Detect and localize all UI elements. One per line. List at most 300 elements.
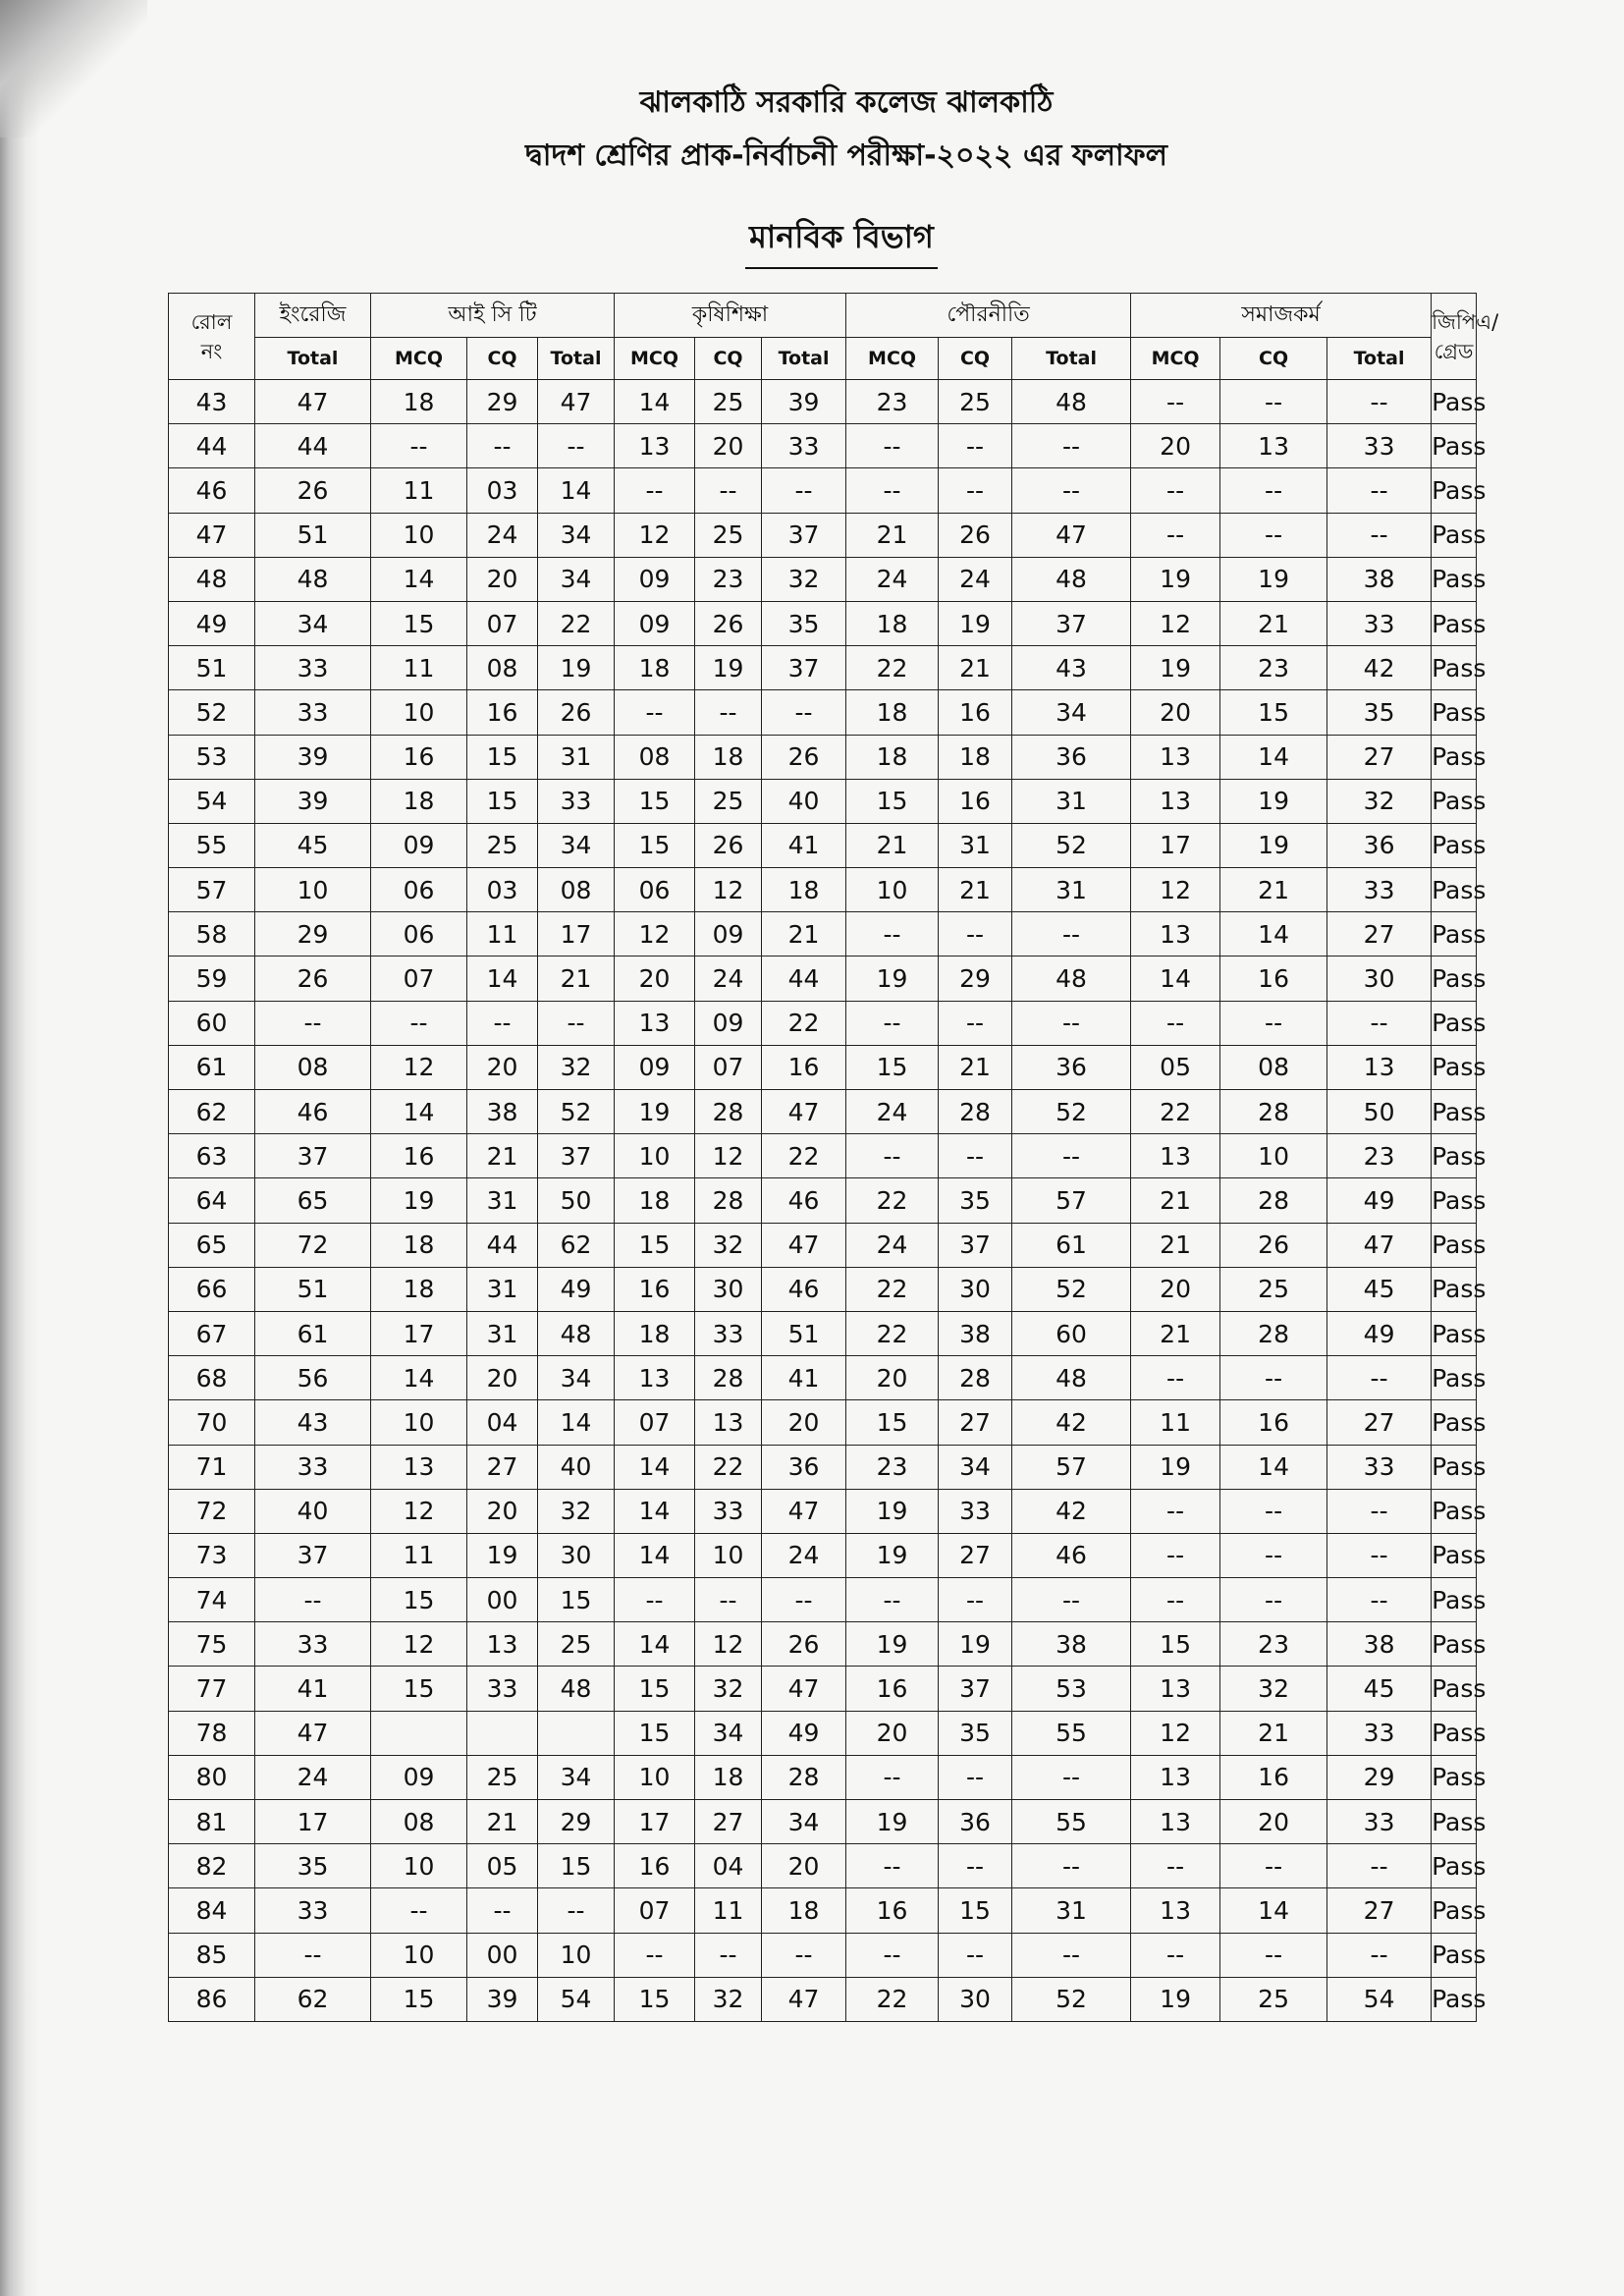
agri-cq-cell: 22 bbox=[695, 1445, 762, 1489]
ict-total-cell: 15 bbox=[538, 1578, 615, 1622]
english-header: ইংরেজি bbox=[255, 294, 371, 338]
agri-cq-cell: 26 bbox=[695, 823, 762, 867]
ict-total-cell: 17 bbox=[538, 912, 615, 957]
civics-mcq-cell: 15 bbox=[846, 1045, 939, 1089]
ict-total-cell: 30 bbox=[538, 1533, 615, 1577]
agri-total-cell: 47 bbox=[762, 1223, 846, 1267]
ict-mcq-cell: 10 bbox=[371, 1933, 467, 1977]
civics-total-cell: -- bbox=[1012, 1001, 1131, 1045]
agri-mcq-cell: 17 bbox=[615, 1800, 695, 1844]
social-total-cell: -- bbox=[1327, 1533, 1432, 1577]
civics-mcq-cell: -- bbox=[846, 1755, 939, 1799]
agri-mcq-cell: 13 bbox=[615, 1001, 695, 1045]
agri-cq-cell: 13 bbox=[695, 1400, 762, 1445]
grade-cell: Pass bbox=[1432, 646, 1477, 690]
table-row bbox=[169, 779, 1477, 823]
english-total-cell: 33 bbox=[255, 1888, 371, 1933]
ict-cq-cell: 44 bbox=[467, 1223, 538, 1267]
english-total-header: Total bbox=[255, 338, 371, 380]
social-total-cell: 29 bbox=[1327, 1755, 1432, 1799]
table-row bbox=[169, 1489, 1477, 1533]
agri-mcq-cell: 15 bbox=[615, 779, 695, 823]
ict-mcq-cell: 12 bbox=[371, 1045, 467, 1089]
agri-cq-cell: 25 bbox=[695, 779, 762, 823]
roll-header-top: রোল bbox=[190, 309, 233, 334]
table-row bbox=[169, 1578, 1477, 1622]
ict-cq-cell: 21 bbox=[467, 1800, 538, 1844]
civics-cq-cell: 28 bbox=[939, 1356, 1012, 1400]
agri-mcq-cell: 20 bbox=[615, 957, 695, 1001]
agri-cq-cell: -- bbox=[695, 468, 762, 513]
table-row bbox=[169, 690, 1477, 735]
gpa-header bbox=[1432, 294, 1499, 380]
ict-mcq-cell: 18 bbox=[371, 1267, 467, 1311]
agri-total-cell: -- bbox=[762, 468, 846, 513]
agri-mcq-cell: 15 bbox=[615, 823, 695, 867]
grade-cell: Pass bbox=[1432, 1445, 1477, 1489]
ict-cq-cell bbox=[467, 1711, 538, 1755]
social-cq-cell: 16 bbox=[1220, 957, 1327, 1001]
agri-mcq-cell: -- bbox=[615, 1578, 695, 1622]
agri-total-cell: 34 bbox=[762, 1800, 846, 1844]
ict-cq-cell: 03 bbox=[467, 468, 538, 513]
civics-cq-cell: -- bbox=[939, 424, 1012, 468]
page-edge-shadow bbox=[0, 0, 39, 2296]
ict-mcq-cell: 14 bbox=[371, 1090, 467, 1134]
ict-mcq-cell bbox=[371, 1711, 467, 1755]
ict-cq-cell: 05 bbox=[467, 1844, 538, 1888]
social-total-cell: 36 bbox=[1327, 823, 1432, 867]
social-cq-cell: -- bbox=[1220, 513, 1327, 557]
civics-mcq-cell: 19 bbox=[846, 1800, 939, 1844]
agri-mcq-cell: 13 bbox=[615, 1356, 695, 1400]
ict-total-cell: 14 bbox=[538, 1400, 615, 1445]
civics-total-cell: 57 bbox=[1012, 1178, 1131, 1223]
ict-mcq-cell: 10 bbox=[371, 1844, 467, 1888]
agri-total-cell: 40 bbox=[762, 779, 846, 823]
ict-mcq-cell: 11 bbox=[371, 468, 467, 513]
civics-total-cell: 31 bbox=[1012, 868, 1131, 912]
grade-cell: Pass bbox=[1432, 1711, 1477, 1755]
ict-cq-cell: 25 bbox=[467, 823, 538, 867]
social-total-cell: 38 bbox=[1327, 1622, 1432, 1667]
agri-mcq-cell: 15 bbox=[615, 1667, 695, 1711]
civics-total-cell: 42 bbox=[1012, 1400, 1131, 1445]
agri-total-cell: 37 bbox=[762, 513, 846, 557]
ict-mcq-cell: 09 bbox=[371, 823, 467, 867]
civics-cq-cell: 38 bbox=[939, 1311, 1012, 1355]
table-row bbox=[169, 735, 1477, 779]
civics-mcq-cell: 22 bbox=[846, 646, 939, 690]
civics-cq-cell: -- bbox=[939, 1001, 1012, 1045]
ict-cq-cell: 33 bbox=[467, 1667, 538, 1711]
social-total-cell: -- bbox=[1327, 1356, 1432, 1400]
english-total-cell: -- bbox=[255, 1933, 371, 1977]
ict-mcq-cell: 14 bbox=[371, 557, 467, 601]
civics-mcq-cell: 19 bbox=[846, 1622, 939, 1667]
social-cq-cell: -- bbox=[1220, 1578, 1327, 1622]
gpa-header-bottom: গ্রেড bbox=[1434, 339, 1474, 363]
civics-cq-cell: -- bbox=[939, 1844, 1012, 1888]
agri-total-cell: 47 bbox=[762, 1489, 846, 1533]
ict-cq-cell: 14 bbox=[467, 957, 538, 1001]
ict-cq-cell: 15 bbox=[467, 779, 538, 823]
social-header: সমাজকর্ম bbox=[1131, 294, 1432, 338]
ict-cq-cell: 24 bbox=[467, 513, 538, 557]
civics-total-cell: 34 bbox=[1012, 690, 1131, 735]
grade-cell: Pass bbox=[1432, 779, 1477, 823]
social-cq-cell: 15 bbox=[1220, 690, 1327, 735]
agri-cq-cell: -- bbox=[695, 690, 762, 735]
social-mcq-cell: 14 bbox=[1131, 957, 1220, 1001]
ict-total-cell: 34 bbox=[538, 1755, 615, 1799]
english-total-cell: 45 bbox=[255, 823, 371, 867]
social-mcq-cell: 12 bbox=[1131, 601, 1220, 645]
civics-mcq-cell: 16 bbox=[846, 1667, 939, 1711]
roll-cell: 73 bbox=[169, 1533, 255, 1577]
table-row bbox=[169, 868, 1477, 912]
english-total-cell: 61 bbox=[255, 1311, 371, 1355]
ict-cq-cell: 31 bbox=[467, 1178, 538, 1223]
agri-cq-cell: 32 bbox=[695, 1223, 762, 1267]
civics-total-cell: 38 bbox=[1012, 1622, 1131, 1667]
social-mcq-cell: 13 bbox=[1131, 779, 1220, 823]
english-total-cell: 10 bbox=[255, 868, 371, 912]
agri-cq-cell: 34 bbox=[695, 1711, 762, 1755]
social-cq-cell: 13 bbox=[1220, 424, 1327, 468]
agri-total-cell: 33 bbox=[762, 424, 846, 468]
grade-cell: Pass bbox=[1432, 1844, 1477, 1888]
civics-cq-cell: 37 bbox=[939, 1223, 1012, 1267]
ict-total-cell: 48 bbox=[538, 1667, 615, 1711]
english-total-cell: 37 bbox=[255, 1533, 371, 1577]
social-mcq-cell: 12 bbox=[1131, 1711, 1220, 1755]
table-row bbox=[169, 1533, 1477, 1577]
ict-cq-cell: 15 bbox=[467, 735, 538, 779]
social-cq-cell: 20 bbox=[1220, 1800, 1327, 1844]
civics-cq-cell: 34 bbox=[939, 1445, 1012, 1489]
civics-total-cell: 42 bbox=[1012, 1489, 1131, 1533]
civics-mcq-cell: -- bbox=[846, 1844, 939, 1888]
ict-total-cell: 25 bbox=[538, 1622, 615, 1667]
ict-cq-cell: 00 bbox=[467, 1578, 538, 1622]
agri-cq-cell: 25 bbox=[695, 513, 762, 557]
agri-mcq-cell: 14 bbox=[615, 1489, 695, 1533]
ict-cq-cell: 16 bbox=[467, 690, 538, 735]
agri-total-cell: 46 bbox=[762, 1178, 846, 1223]
social-total-cell: -- bbox=[1327, 1578, 1432, 1622]
table-row bbox=[169, 1977, 1477, 2021]
ict-total-cell: 40 bbox=[538, 1445, 615, 1489]
agri-total-cell: 47 bbox=[762, 1090, 846, 1134]
civics-mcq-cell: 19 bbox=[846, 957, 939, 1001]
agri-mcq-cell: 08 bbox=[615, 735, 695, 779]
english-total-cell: 33 bbox=[255, 1622, 371, 1667]
agri-mcq-cell: 18 bbox=[615, 646, 695, 690]
civics-cq-cell: 26 bbox=[939, 513, 1012, 557]
civics-cq-cell: 19 bbox=[939, 1622, 1012, 1667]
roll-cell: 66 bbox=[169, 1267, 255, 1311]
ict-cq-cell: 20 bbox=[467, 1356, 538, 1400]
agri-cq-cell: 25 bbox=[695, 380, 762, 424]
civics-header: পৌরনীতি bbox=[846, 294, 1131, 338]
agri-total-cell: 35 bbox=[762, 601, 846, 645]
agri-cq-cell: -- bbox=[695, 1578, 762, 1622]
civics-total-cell: 53 bbox=[1012, 1667, 1131, 1711]
ict-mcq-header: MCQ bbox=[371, 338, 467, 380]
table-row bbox=[169, 1711, 1477, 1755]
grade-cell: Pass bbox=[1432, 557, 1477, 601]
civics-total-cell: 43 bbox=[1012, 646, 1131, 690]
agri-mcq-cell: 10 bbox=[615, 1755, 695, 1799]
results-table bbox=[168, 293, 1499, 2022]
grade-cell: Pass bbox=[1432, 735, 1477, 779]
table-row bbox=[169, 1356, 1477, 1400]
agri-total-cell: 36 bbox=[762, 1445, 846, 1489]
agri-total-cell: 21 bbox=[762, 912, 846, 957]
ict-mcq-cell: 15 bbox=[371, 1977, 467, 2021]
agri-mcq-cell: 16 bbox=[615, 1844, 695, 1888]
social-mcq-cell: 20 bbox=[1131, 424, 1220, 468]
english-total-cell: 33 bbox=[255, 690, 371, 735]
ict-cq-cell: 20 bbox=[467, 557, 538, 601]
ict-total-cell: 32 bbox=[538, 1045, 615, 1089]
table-row bbox=[169, 513, 1477, 557]
civics-total-cell: 37 bbox=[1012, 601, 1131, 645]
social-cq-cell: -- bbox=[1220, 1933, 1327, 1977]
civics-total-cell: -- bbox=[1012, 1844, 1131, 1888]
ict-total-cell: 15 bbox=[538, 1844, 615, 1888]
social-mcq-cell: -- bbox=[1131, 1001, 1220, 1045]
roll-cell: 75 bbox=[169, 1622, 255, 1667]
english-total-cell: 51 bbox=[255, 513, 371, 557]
civics-mcq-cell: 16 bbox=[846, 1888, 939, 1933]
civics-mcq-cell: 24 bbox=[846, 557, 939, 601]
civics-mcq-cell: 22 bbox=[846, 1178, 939, 1223]
agri-cq-cell: -- bbox=[695, 1933, 762, 1977]
ict-mcq-cell: 06 bbox=[371, 912, 467, 957]
agri-total-cell: 16 bbox=[762, 1045, 846, 1089]
english-total-cell: 35 bbox=[255, 1844, 371, 1888]
agri-total-cell: -- bbox=[762, 1933, 846, 1977]
ict-total-cell: 49 bbox=[538, 1267, 615, 1311]
civics-cq-cell: 30 bbox=[939, 1977, 1012, 2021]
civics-mcq-cell: 23 bbox=[846, 1445, 939, 1489]
table-row bbox=[169, 1888, 1477, 1933]
civics-mcq-cell: 21 bbox=[846, 513, 939, 557]
roll-cell: 62 bbox=[169, 1090, 255, 1134]
roll-cell: 77 bbox=[169, 1667, 255, 1711]
civics-mcq-cell: 23 bbox=[846, 380, 939, 424]
civics-cq-cell: 31 bbox=[939, 823, 1012, 867]
social-cq-cell: -- bbox=[1220, 380, 1327, 424]
agri-total-cell: -- bbox=[762, 690, 846, 735]
english-total-cell: 37 bbox=[255, 1134, 371, 1178]
roll-cell: 55 bbox=[169, 823, 255, 867]
civics-total-cell: 47 bbox=[1012, 513, 1131, 557]
agri-cq-cell: 12 bbox=[695, 868, 762, 912]
english-total-cell: 08 bbox=[255, 1045, 371, 1089]
ict-cq-cell: 25 bbox=[467, 1755, 538, 1799]
civics-total-cell: 52 bbox=[1012, 1977, 1131, 2021]
civics-mcq-cell: -- bbox=[846, 1134, 939, 1178]
social-cq-cell: 32 bbox=[1220, 1667, 1327, 1711]
ict-cq-header: CQ bbox=[467, 338, 538, 380]
english-total-cell: 26 bbox=[255, 957, 371, 1001]
grade-cell: Pass bbox=[1432, 1090, 1477, 1134]
english-total-cell: 56 bbox=[255, 1356, 371, 1400]
ict-cq-cell: 19 bbox=[467, 1533, 538, 1577]
civics-cq-cell: 33 bbox=[939, 1489, 1012, 1533]
civics-mcq-cell: 20 bbox=[846, 1711, 939, 1755]
ict-cq-cell: 07 bbox=[467, 601, 538, 645]
ict-total-cell: 52 bbox=[538, 1090, 615, 1134]
grade-cell: Pass bbox=[1432, 1888, 1477, 1933]
roll-cell: 60 bbox=[169, 1001, 255, 1045]
social-mcq-cell: -- bbox=[1131, 468, 1220, 513]
social-cq-cell: 25 bbox=[1220, 1977, 1327, 2021]
civics-mcq-cell: 15 bbox=[846, 779, 939, 823]
social-mcq-cell: 13 bbox=[1131, 912, 1220, 957]
social-total-cell: 35 bbox=[1327, 690, 1432, 735]
social-cq-cell: 21 bbox=[1220, 1711, 1327, 1755]
civics-total-cell: 48 bbox=[1012, 380, 1131, 424]
civics-cq-cell: -- bbox=[939, 468, 1012, 513]
civics-cq-cell: -- bbox=[939, 1933, 1012, 1977]
agri-mcq-cell: 12 bbox=[615, 912, 695, 957]
english-total-cell: 62 bbox=[255, 1977, 371, 2021]
ict-mcq-cell: 07 bbox=[371, 957, 467, 1001]
social-cq-cell: 14 bbox=[1220, 1888, 1327, 1933]
agri-mcq-cell: 18 bbox=[615, 1178, 695, 1223]
ict-cq-cell: 21 bbox=[467, 1134, 538, 1178]
agri-total-cell: 18 bbox=[762, 868, 846, 912]
ict-mcq-cell: 06 bbox=[371, 868, 467, 912]
civics-cq-cell: 16 bbox=[939, 690, 1012, 735]
english-total-cell: -- bbox=[255, 1001, 371, 1045]
agri-mcq-cell: 16 bbox=[615, 1267, 695, 1311]
ict-mcq-cell: 12 bbox=[371, 1622, 467, 1667]
roll-cell: 72 bbox=[169, 1489, 255, 1533]
english-total-cell: -- bbox=[255, 1578, 371, 1622]
civics-cq-cell: 36 bbox=[939, 1800, 1012, 1844]
social-mcq-cell: 13 bbox=[1131, 1667, 1220, 1711]
social-total-cell: -- bbox=[1327, 380, 1432, 424]
grade-cell: Pass bbox=[1432, 1311, 1477, 1355]
grade-cell: Pass bbox=[1432, 690, 1477, 735]
agri-total-cell: 22 bbox=[762, 1001, 846, 1045]
ict-mcq-cell: -- bbox=[371, 1001, 467, 1045]
english-total-cell: 29 bbox=[255, 912, 371, 957]
agri-total-cell: 18 bbox=[762, 1888, 846, 1933]
civics-mcq-cell: 18 bbox=[846, 601, 939, 645]
agri-mcq-cell: 13 bbox=[615, 424, 695, 468]
social-total-cell: 49 bbox=[1327, 1311, 1432, 1355]
civics-total-header: Total bbox=[1012, 338, 1131, 380]
ict-total-cell: 29 bbox=[538, 1800, 615, 1844]
social-cq-cell: 28 bbox=[1220, 1090, 1327, 1134]
table-row bbox=[169, 1267, 1477, 1311]
social-mcq-cell: 17 bbox=[1131, 823, 1220, 867]
agri-mcq-cell: 14 bbox=[615, 1533, 695, 1577]
ict-total-cell: -- bbox=[538, 1888, 615, 1933]
ict-mcq-cell: 08 bbox=[371, 1800, 467, 1844]
social-cq-cell: -- bbox=[1220, 1356, 1327, 1400]
social-total-cell: 13 bbox=[1327, 1045, 1432, 1089]
table-row bbox=[169, 1223, 1477, 1267]
civics-mcq-cell: -- bbox=[846, 912, 939, 957]
social-mcq-cell: -- bbox=[1131, 1356, 1220, 1400]
ict-cq-cell: 08 bbox=[467, 646, 538, 690]
social-mcq-cell: 19 bbox=[1131, 1445, 1220, 1489]
agri-mcq-cell: 19 bbox=[615, 1090, 695, 1134]
civics-cq-cell: -- bbox=[939, 912, 1012, 957]
table-row bbox=[169, 1445, 1477, 1489]
ict-cq-cell: -- bbox=[467, 424, 538, 468]
table-row bbox=[169, 601, 1477, 645]
civics-cq-cell: 37 bbox=[939, 1667, 1012, 1711]
ict-mcq-cell: 16 bbox=[371, 735, 467, 779]
table-row bbox=[169, 1311, 1477, 1355]
english-total-cell: 39 bbox=[255, 779, 371, 823]
ict-cq-cell: -- bbox=[467, 1888, 538, 1933]
ict-cq-cell: 39 bbox=[467, 1977, 538, 2021]
civics-mcq-cell: 18 bbox=[846, 690, 939, 735]
social-cq-cell: -- bbox=[1220, 1489, 1327, 1533]
social-total-cell: -- bbox=[1327, 1489, 1432, 1533]
grade-cell: Pass bbox=[1432, 1578, 1477, 1622]
social-total-cell: 42 bbox=[1327, 646, 1432, 690]
ict-cq-cell: 04 bbox=[467, 1400, 538, 1445]
grade-cell: Pass bbox=[1432, 823, 1477, 867]
ict-mcq-cell: 18 bbox=[371, 779, 467, 823]
civics-mcq-cell: 22 bbox=[846, 1311, 939, 1355]
table-row bbox=[169, 1090, 1477, 1134]
roll-cell: 61 bbox=[169, 1045, 255, 1089]
english-total-cell: 34 bbox=[255, 601, 371, 645]
table-row bbox=[169, 1400, 1477, 1445]
english-total-cell: 33 bbox=[255, 646, 371, 690]
social-mcq-header: MCQ bbox=[1131, 338, 1220, 380]
ict-total-cell: 08 bbox=[538, 868, 615, 912]
agri-cq-cell: 23 bbox=[695, 557, 762, 601]
civics-total-cell: 31 bbox=[1012, 779, 1131, 823]
ict-cq-cell: 13 bbox=[467, 1622, 538, 1667]
ict-total-cell: 50 bbox=[538, 1178, 615, 1223]
roll-cell: 80 bbox=[169, 1755, 255, 1799]
civics-mcq-cell: 21 bbox=[846, 823, 939, 867]
ict-mcq-cell: 11 bbox=[371, 1533, 467, 1577]
social-total-cell: 27 bbox=[1327, 735, 1432, 779]
agri-mcq-cell: -- bbox=[615, 1933, 695, 1977]
social-cq-cell: 14 bbox=[1220, 735, 1327, 779]
results-body bbox=[169, 380, 1487, 2022]
social-mcq-cell: 21 bbox=[1131, 1223, 1220, 1267]
civics-mcq-cell: 24 bbox=[846, 1090, 939, 1134]
social-cq-cell: -- bbox=[1220, 468, 1327, 513]
ict-total-cell: 48 bbox=[538, 1311, 615, 1355]
ict-cq-cell: 31 bbox=[467, 1267, 538, 1311]
table-row bbox=[169, 957, 1477, 1001]
civics-total-cell: 60 bbox=[1012, 1311, 1131, 1355]
agri-total-cell: 39 bbox=[762, 380, 846, 424]
agri-cq-cell: 18 bbox=[695, 735, 762, 779]
agri-mcq-cell: 09 bbox=[615, 601, 695, 645]
roll-cell: 65 bbox=[169, 1223, 255, 1267]
ict-total-cell: 54 bbox=[538, 1977, 615, 2021]
ict-total-cell: -- bbox=[538, 1001, 615, 1045]
social-cq-cell: 19 bbox=[1220, 557, 1327, 601]
